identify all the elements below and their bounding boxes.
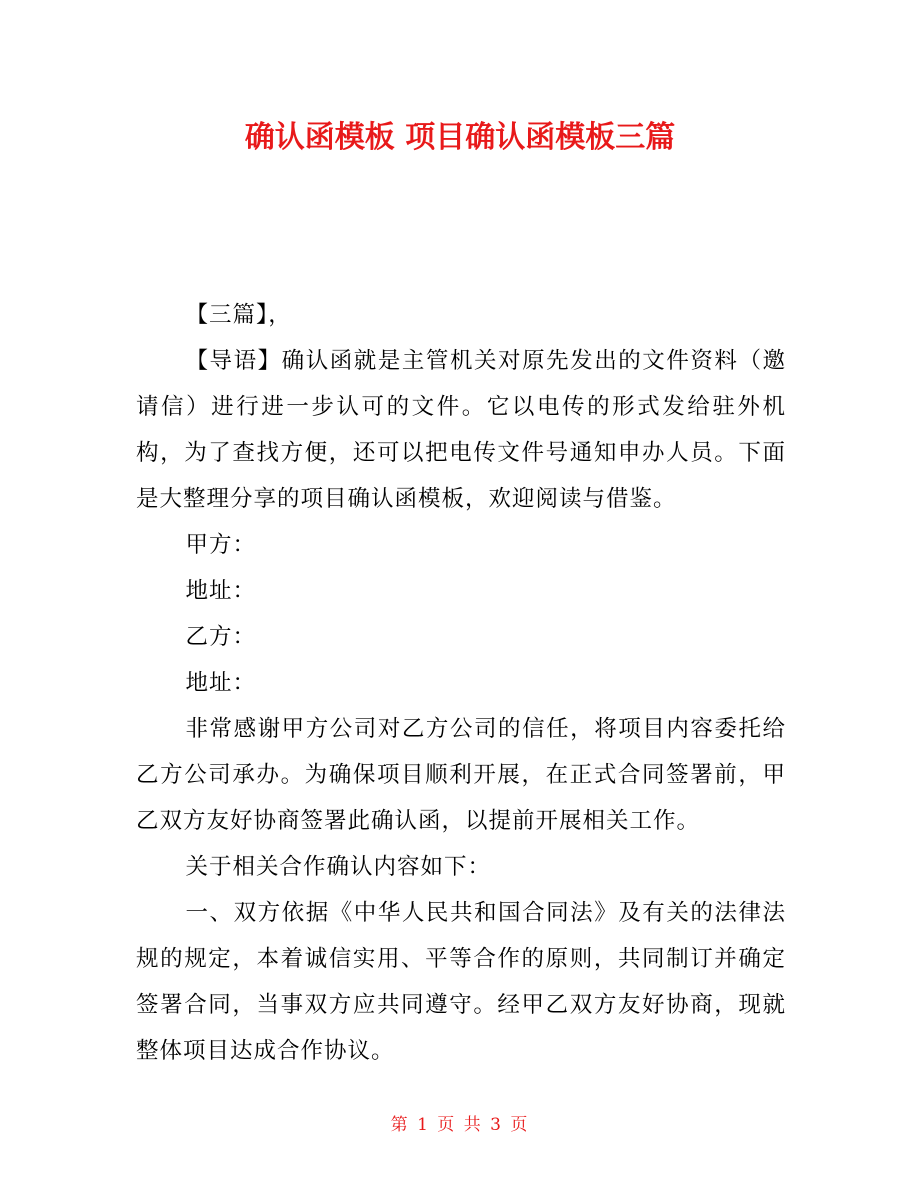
paragraph-intro: 【导语】确认函就是主管机关对原先发出的文件资料（邀请信）进行进一步认可的文件。它以电传的形式发给驻外机构，为了查找方便，还可以把电传文件号通知申办人员。下面是大整理分享的项目确认函模板，欢迎阅读与借鉴。 [136, 348, 786, 512]
party-a-address-label: 地址： [185, 578, 257, 604]
document-body [136, 292, 786, 1074]
party-b-address-label: 地址： [185, 670, 257, 696]
party-b-label: 乙方： [185, 624, 257, 650]
paragraph-confirm-heading: 关于相关合作确认内容如下： [185, 854, 492, 880]
paragraph-thanks: 非常感谢甲方公司对乙方公司的信任，将项目内容委托给乙方公司承办。为确保项目顺利开展，在正式合同签署前，甲乙双方友好协商签署此确认函，以提前开展相关工作。 [136, 716, 786, 834]
paragraph-clause-one: 一、双方依据《中华人民共和国合同法》及有关的法律法规的规定，本着诚信实用、平等合作的原则，共同制订并确定签署合同，当事双方应共同遵守。经甲乙双方友好协商，现就整体项目达成合作协议。 [136, 900, 786, 1064]
party-a-label: 甲方： [185, 532, 257, 558]
page-footer: 第 1 页 共 3 页 [390, 1115, 530, 1135]
paragraph-sections-label: 【三篇】， [185, 302, 292, 328]
document-title: 确认函模板 项目确认函模板三篇 [244, 120, 676, 155]
